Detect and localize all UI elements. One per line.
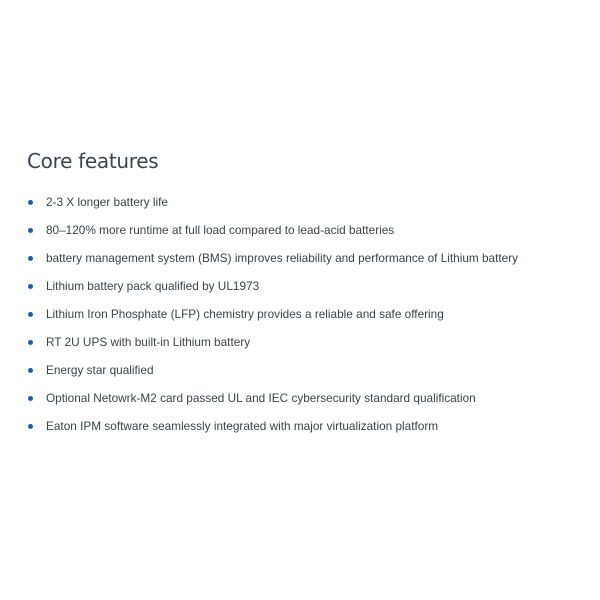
feature-item [27, 356, 587, 384]
bullet-icon [28, 368, 33, 373]
bullet-icon [28, 200, 33, 205]
feature-item [27, 244, 587, 272]
feature-item [27, 300, 587, 328]
feature-text: Energy star qualified [46, 363, 154, 377]
core-features-section [27, 148, 587, 433]
feature-text: battery management system (BMS) improves reliability and performance of Lithium battery [46, 251, 519, 265]
bullet-icon [28, 256, 33, 261]
feature-text: Lithium Iron Phosphate (LFP) chemistry provides a reliable and safe offering [46, 307, 444, 321]
feature-text: 80–120% more runtime at full load compared to lead-acid batteries [46, 223, 395, 237]
feature-item [27, 412, 587, 440]
bullet-icon [28, 424, 33, 429]
feature-text: Optional Netowrk-M2 card passed UL and IEC cybersecurity standard qualification [46, 391, 476, 405]
bullet-icon [28, 284, 33, 289]
bullet-icon [28, 228, 33, 233]
features-list [27, 188, 587, 440]
feature-item [27, 272, 587, 300]
feature-item [27, 328, 587, 356]
feature-text: Lithium battery pack qualified by UL1973 [46, 279, 260, 293]
section-title: Core features [27, 149, 159, 173]
feature-item [27, 216, 587, 244]
feature-text: RT 2U UPS with built-in Lithium battery [46, 335, 251, 349]
feature-text: Eaton IPM software seamlessly integrated with major virtualization platform [46, 419, 439, 433]
feature-item [27, 188, 587, 216]
bullet-icon [28, 312, 33, 317]
bullet-icon [28, 340, 33, 345]
feature-item [27, 384, 587, 412]
bullet-icon [28, 396, 33, 401]
feature-text: 2-3 X longer battery life [46, 195, 168, 209]
